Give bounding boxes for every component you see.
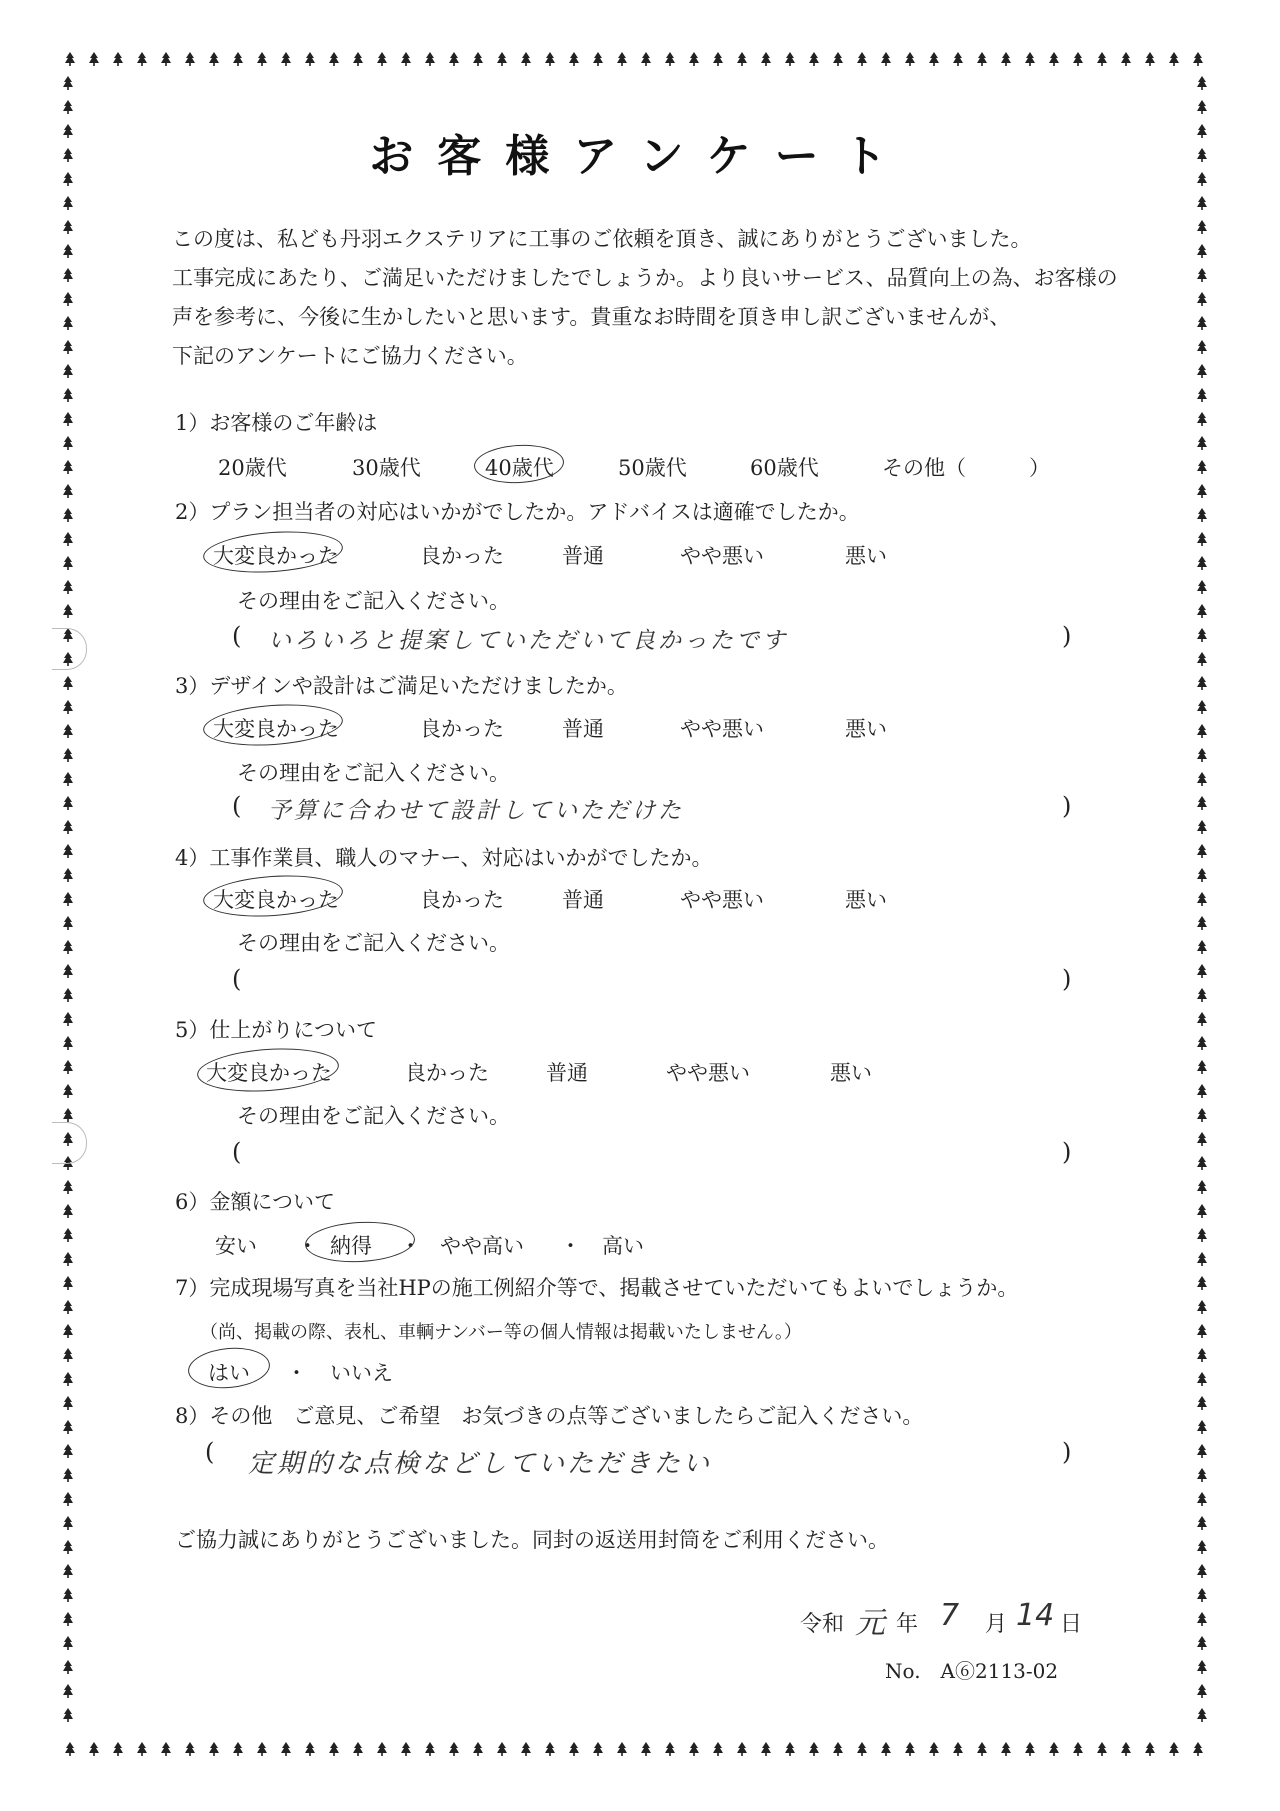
- question-4: 4）工事作業員、職人のマナー、対応はいかがでしたか。: [175, 846, 713, 870]
- q2-option-somewhat-bad[interactable]: やや悪い: [680, 544, 764, 568]
- question-1: 1）お客様のご年齢は: [175, 411, 378, 435]
- q1-option-20s[interactable]: 20歳代: [218, 456, 287, 480]
- q8-paren-open: (: [205, 1438, 215, 1466]
- q6-separator: ・: [297, 1234, 318, 1258]
- q3-paren-open: (: [232, 792, 242, 820]
- q8-paren-close: ): [1062, 1438, 1072, 1466]
- q3-option-average[interactable]: 普通: [562, 717, 604, 741]
- date-day[interactable]: 14: [1016, 1598, 1055, 1633]
- q3-option-good[interactable]: 良かった: [420, 717, 504, 741]
- q8-answer[interactable]: 定期的な点検などしていただきたい: [248, 1449, 713, 1479]
- q4-option-good[interactable]: 良かった: [420, 888, 504, 912]
- q5-reason-label: その理由をご記入ください。: [237, 1104, 510, 1128]
- intro-line: この度は、私ども丹羽エクステリアに工事のご依頼を頂き、誠にありがとうございました。: [172, 227, 1032, 251]
- q5-paren-open: (: [232, 1138, 242, 1166]
- q4-reason-label: その理由をご記入ください。: [237, 931, 510, 955]
- q6-option-somewhat-expensive[interactable]: やや高い: [440, 1234, 524, 1258]
- q1-option-60s[interactable]: 60歳代: [750, 456, 819, 480]
- survey-title: お客様アンケート: [369, 131, 911, 182]
- q5-option-good[interactable]: 良かった: [405, 1061, 489, 1085]
- q2-option-bad[interactable]: 悪い: [845, 544, 887, 568]
- question-8: 8）その他 ご意見、ご希望 お気づきの点等ございましたらご記入ください。: [175, 1404, 924, 1428]
- q3-option-very-good[interactable]: 大変良かった: [213, 717, 339, 741]
- q5-option-somewhat-bad[interactable]: やや悪い: [666, 1061, 750, 1085]
- q3-option-somewhat-bad[interactable]: やや悪い: [680, 717, 764, 741]
- q4-paren-open: (: [232, 965, 242, 993]
- q6-separator: ・: [400, 1234, 421, 1258]
- intro-text: [172, 220, 1118, 376]
- intro-line: 声を参考に、今後に生かしたいと思います。貴重なお時間を頂き申し訳ございませんが、: [172, 305, 1011, 329]
- q5-option-very-good[interactable]: 大変良かった: [206, 1061, 332, 1085]
- q3-paren-close: ): [1062, 792, 1072, 820]
- question-5: 5）仕上がりについて: [175, 1018, 377, 1042]
- q6-separator: ・: [560, 1234, 581, 1258]
- q1-option-40s[interactable]: 40歳代: [485, 456, 554, 480]
- q5-option-average[interactable]: 普通: [546, 1061, 588, 1085]
- q2-paren-close: ): [1062, 622, 1072, 650]
- q2-option-average[interactable]: 普通: [562, 544, 604, 568]
- q6-option-satisfied[interactable]: 納得: [330, 1234, 372, 1258]
- q4-option-bad[interactable]: 悪い: [845, 888, 887, 912]
- q2-reason-label: その理由をご記入ください。: [237, 589, 510, 613]
- q1-option-50s[interactable]: 50歳代: [618, 456, 687, 480]
- q2-reason-answer[interactable]: いろいろと提案していただいて良かったです: [268, 628, 788, 654]
- q3-reason-label: その理由をご記入ください。: [237, 761, 510, 785]
- q7-separator: ・: [286, 1361, 307, 1385]
- q3-option-bad[interactable]: 悪い: [845, 717, 887, 741]
- q6-option-expensive[interactable]: 高い: [602, 1234, 644, 1258]
- q3-reason-answer[interactable]: 予算に合わせて設計していただけた: [268, 798, 684, 824]
- document-number: No. A⑥2113-02: [885, 1659, 1059, 1683]
- intro-line: 工事完成にあたり、ご満足いただけましたでしょうか。より良いサービス、品質向上の為、お客様の: [172, 266, 1118, 290]
- q4-option-somewhat-bad[interactable]: やや悪い: [680, 888, 764, 912]
- date-month[interactable]: 7: [940, 1598, 960, 1633]
- date-day-unit: 日: [1060, 1612, 1083, 1637]
- thank-you-message: ご協力誠にありがとうございました。同封の返送用封筒をご利用ください。: [175, 1528, 889, 1552]
- date-year-unit: 年: [896, 1612, 919, 1637]
- q7-option-yes[interactable]: はい: [208, 1361, 250, 1385]
- date-year[interactable]: 元: [855, 1606, 885, 1641]
- q7-privacy-note: （尚、掲載の際、表札、車輌ナンバー等の個人情報は掲載いたしません。）: [200, 1322, 802, 1343]
- q7-option-no[interactable]: いいえ: [330, 1361, 393, 1385]
- q2-paren-open: (: [232, 622, 242, 650]
- q4-option-very-good[interactable]: 大変良かった: [213, 888, 339, 912]
- q1-option-30s[interactable]: 30歳代: [352, 456, 421, 480]
- q5-paren-close: ): [1062, 1138, 1072, 1166]
- q2-option-good[interactable]: 良かった: [420, 544, 504, 568]
- q6-option-cheap[interactable]: 安い: [215, 1234, 257, 1258]
- q1-option-other[interactable]: その他（ ）: [882, 456, 1050, 480]
- q5-option-bad[interactable]: 悪い: [830, 1061, 872, 1085]
- question-6: 6）金額について: [175, 1190, 335, 1214]
- date-era: 令和: [800, 1612, 845, 1637]
- date-month-unit: 月: [985, 1612, 1008, 1637]
- question-7: 7）完成現場写真を当社HPの施工例紹介等で、掲載させていただいてもよいでしょうか。: [175, 1276, 1019, 1300]
- question-3: 3）デザインや設計はご満足いただけましたか。: [175, 674, 628, 698]
- q4-option-average[interactable]: 普通: [562, 888, 604, 912]
- q2-option-very-good[interactable]: 大変良かった: [213, 544, 339, 568]
- q4-paren-close: ): [1062, 965, 1072, 993]
- intro-line: 下記のアンケートにご協力ください。: [172, 344, 528, 368]
- question-2: 2）プラン担当者の対応はいかがでしたか。アドバイスは適確でしたか。: [175, 500, 860, 524]
